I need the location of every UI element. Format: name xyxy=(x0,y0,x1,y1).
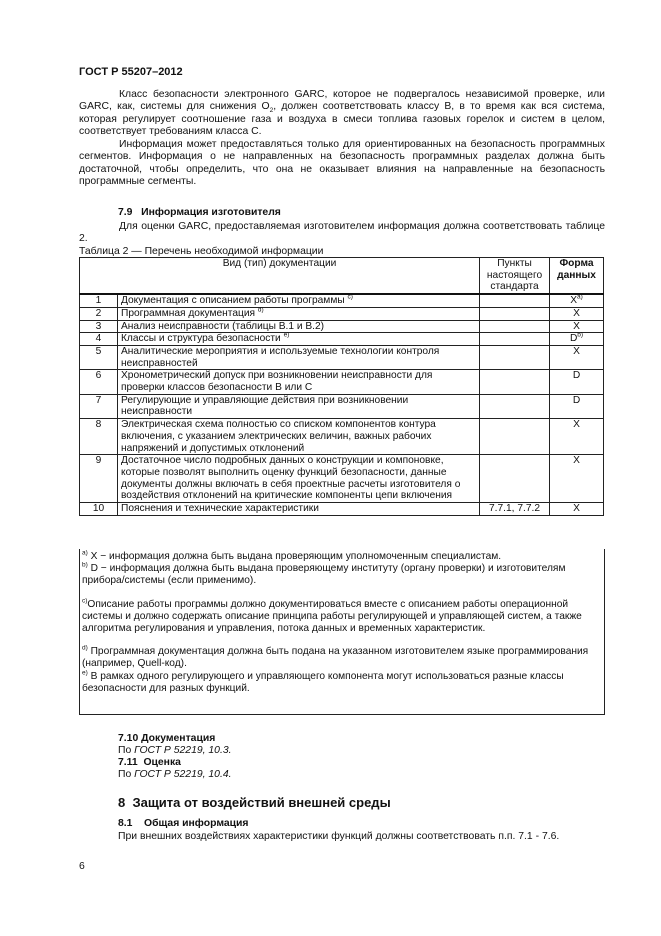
intro-paragraph-1: Класс безопасности электронного GARC, которое не подвергалось независимой проверке, или GARC, как, системы для снижения $O_2$, должен соответствовать классу B, в то время как вся система, которая регулирует соотношение газа и воздуха в смеси топлива газовых горелок и систем в целом, соответствует требованиям класса C. xyxy=(79,89,605,138)
header-clauses: Пункты настоящего стандарта xyxy=(480,258,550,295)
section-7-9-text: Для оценки GARC, предоставляемая изготовителем информация должна соответствовать таблице 2. xyxy=(79,221,605,245)
table-row: 2 Программная документация $^{d)}$ X xyxy=(80,307,604,320)
intro-paragraph-2: Информация может предоставляться только для ориентированных на безопасность программных сегментов. Информация о не направленных на безопасность программных разделах должна быть достаточной, чтобы определить, что она не оказывает влияния на направленные на безопасность программные сегменты. xyxy=(79,139,605,188)
section-8-1-text: При внешних воздействиях характеристики функций должны соответствовать п.п. 7.1 - 7.6. xyxy=(118,831,560,842)
table-row: 9 Достаточное число подробных данных о конструкции и компоновке, которые позволят выполнить оценку функций безопасности, данные документы должны включать в себя проектные расчеты изготовителя о воздействия отклонений на критические компоненты цепи включения X xyxy=(80,455,604,503)
table-row: 5 Аналитические мероприятия и используемые технологии контроля неисправностей X xyxy=(80,345,604,369)
footnote-d: $^{d)}$ Программная документация должна быть подана на указанном изготовителем языке программирования (например, Quell-код). xyxy=(82,644,589,670)
section-7-10-heading: 7.10 Документация xyxy=(118,733,216,744)
footnote-a: $^{a)}$ X − информация должна быть выдана проверяющим уполномоченным специалистам. xyxy=(82,549,502,562)
section-7-9-heading: 7.9 Информация изготовителя xyxy=(118,207,281,218)
section-7-11-ref: По ГОСТ Р 52219, 10.4. xyxy=(118,769,232,780)
table-row: 3 Анализ неисправности (таблицы B.1 и B.2) X xyxy=(80,320,604,333)
header-doc-type: Вид (тип) документации xyxy=(80,258,480,295)
section-8-heading: 8 Защита от воздействий внешней среды xyxy=(118,795,391,810)
footnote-e: $^{e)}$ В рамках одного регулирующего и управляющего компонента могут использоваться разные классы безопасности для разных функций. xyxy=(82,669,564,694)
section-7-11-heading: 7.11 Оценка xyxy=(118,757,181,768)
table-row: 10 Пояснения и технические характеристики 7.7.1, 7.7.2 X xyxy=(80,503,604,516)
table-row: 4 Классы и структура безопасности $^{e)}$ $D^{b)}$ xyxy=(80,333,604,346)
table-header-row xyxy=(80,258,604,295)
section-8-1-heading: 8.1 Общая информация xyxy=(118,818,249,829)
table-row: 1 Документация с описанием работы программы $^{c)}$ $X^{a)}$ xyxy=(80,294,604,307)
footnote-b: $^{b)}$ D − информация должна быть выдана проверяющему институту (органу проверки) и изготовителям прибора/системы (если применимо). xyxy=(82,561,566,587)
page-number: 6 xyxy=(79,861,85,872)
table-row: 7 Регулирующие и управляющие действия при возникновении неисправности D xyxy=(80,394,604,418)
footnote-c: $^{c)}$Описание работы программы должно документироваться вместе с описанием работы операционной системы и должно содержать описание принципа работы регулирующей и управляющей систем, а также алгоритма регулирования и управления, потока данных и временных характеристик. xyxy=(82,597,582,635)
standard-header: ГОСТ Р 55207–2012 xyxy=(79,66,183,78)
table-caption: Таблица 2 — Перечень необходимой информации xyxy=(79,246,324,257)
requirements-table xyxy=(79,257,604,516)
section-7-10-ref: По ГОСТ Р 52219, 10.3. xyxy=(118,745,232,756)
table-footnotes xyxy=(79,549,605,715)
header-form: Форма данных xyxy=(550,258,604,295)
table-row: 8 Электрическая схема полностью со списком компонентов контура включения, с указанием электрических величин, важных рабочих напряжений и допустимых отклонений X xyxy=(80,419,604,455)
table-row: 6 Хронометрический допуск при возникновении неисправности для проверки классов безопасности B или C D xyxy=(80,370,604,394)
